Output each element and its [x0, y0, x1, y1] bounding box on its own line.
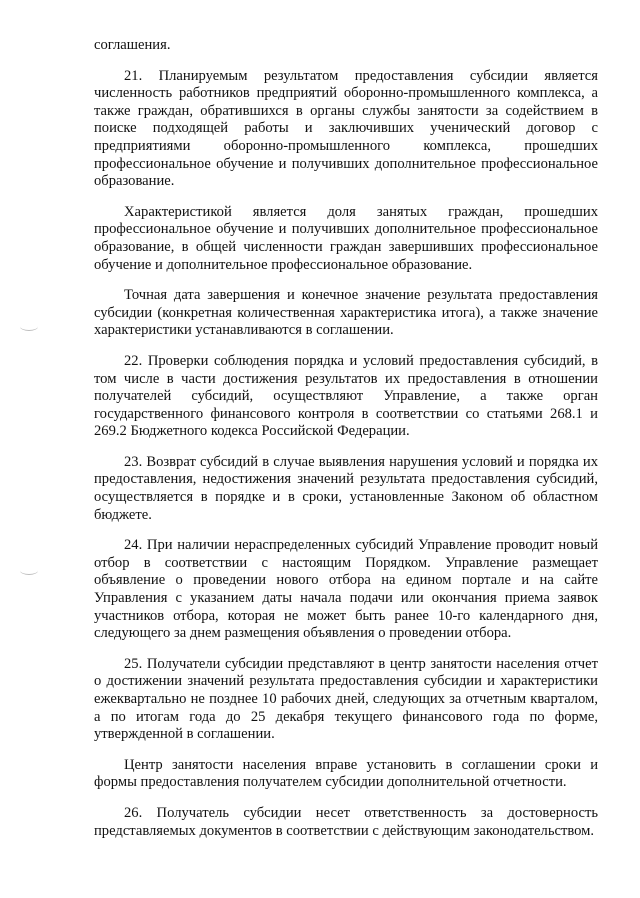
document-page [94, 37, 598, 853]
paragraph-characteristic: Характеристикой является доля занятых граждан, прошедших профессиональное обучение и получивших дополнительное профессиональное образование, в общей численности граждан завершивших профессиональное обучение и дополнительное профессиональное образование. [94, 203, 598, 273]
paragraph-exact-date: Точная дата завершения и конечное значение результата предоставления субсидии (конкретная количественная характеристика итога), а также значение характеристики устанавливаются в соглашении. [94, 287, 598, 339]
paragraph-25: 25. Получатели субсидии представляют в центр занятости населения отчет о достижении значений результата предоставления субсидии и характеристики ежеквартально не позднее 10 рабочих дней, следующих за отчетным кварталом, а по итогам года до 25 декабря текущего финансового года по форме, утвержденной в соглашении. [94, 655, 598, 743]
hole-punch-mark-bottom [20, 566, 38, 575]
paragraph-24: 24. При наличии нераспределенных субсидий Управление проводит новый отбор в соответствии с настоящим Порядком. Управление размещает объявление о проведении нового отбора на едином портале и на сайте Управления с указанием даты начала подачи или окончания приема заявок участников отбора, которая не может быть ранее 10-го календарного дня, следующего за днем размещения объявления о проведении отбора. [94, 537, 598, 642]
paragraph-22: 22. Проверки соблюдения порядка и условий предоставления субсидий, в том числе в части достижения результатов их предоставления в отношении получателей субсидий, осуществляют Управление, а также орган государственного финансового контроля в соответствии со статьями 268.1 и 269.2 Бюджетного кодекса Российской Федерации. [94, 352, 598, 440]
paragraph-26: 26. Получатель субсидии несет ответственность за достоверность представляемых документов в соответствии с действующим законодательством. [94, 804, 598, 839]
paragraph-21: 21. Планируемым результатом предоставления субсидии является численность работников предприятий оборонно-промышленного комплекса, а также граждан, обратившихся в органы службы занятости за содействием в поиске подходящей работы и заключивших ученический договор с предприятиями оборонно-промышленного комплекса, прошедших профессиональное обучение и получивших дополнительное профессиональное образование. [94, 67, 598, 190]
hole-punch-mark-top [20, 322, 38, 331]
paragraph-23: 23. Возврат субсидий в случае выявления нарушения условий и порядка их предоставления, недостижения значений результата предоставления субсидий, осуществляется в порядке и в сроки, установленные Законом об областном бюджете. [94, 453, 598, 523]
paragraph-employment-center: Центр занятости населения вправе установить в соглашении сроки и формы предоставления получателем субсидии дополнительной отчетности. [94, 756, 598, 791]
paragraph-continuation: соглашения. [94, 37, 171, 53]
